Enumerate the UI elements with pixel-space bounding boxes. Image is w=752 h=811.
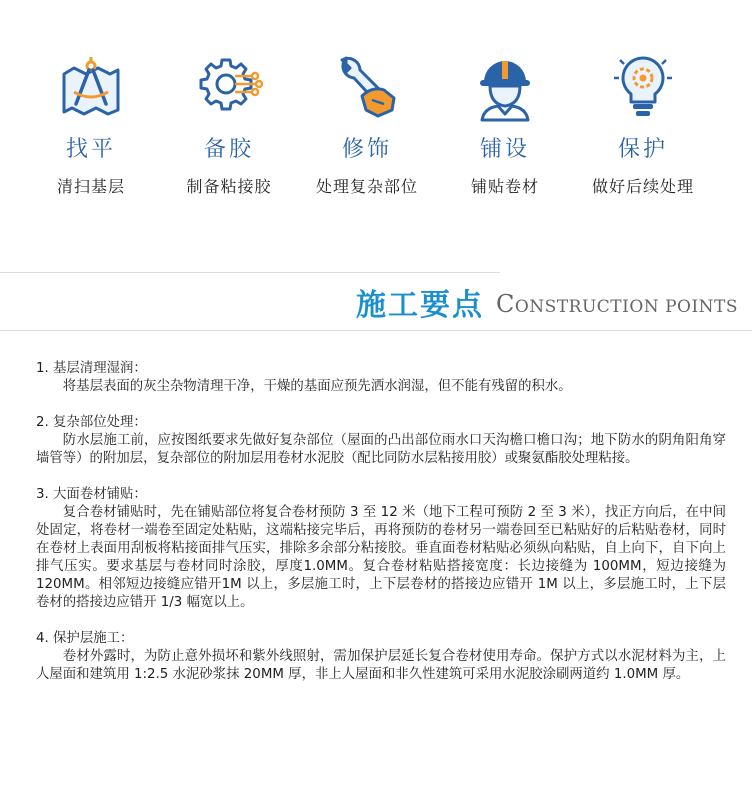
point-item [36, 486, 726, 612]
point-title: 1. 基层清理湿润： [36, 361, 147, 376]
point-item [36, 360, 726, 396]
section-divider-bottom [0, 330, 752, 331]
point-item [36, 630, 726, 684]
section-title-zh: 施工要点 [356, 287, 484, 323]
section-title-en [496, 283, 738, 328]
point-body: 防水层施工前，应按图纸要求先做好复杂部位（屋面的凸出部位雨水口天沟檐口檐口沟；地下防水的阴角阳角穿墙管等）的附加层，复杂部位的附加层用卷材水泥胶（配比同防水层粘接用胶）或聚氨酯胶处理粘接。 [36, 433, 726, 466]
wrench-hand-icon [332, 52, 402, 122]
process-steps [0, 0, 752, 230]
point-title: 2. 复杂部位处理： [36, 415, 147, 430]
step-title: 找平 [65, 137, 116, 162]
step-laying [435, 52, 575, 198]
drafting-compass-icon [56, 52, 126, 122]
step-desc: 做好后续处理 [591, 177, 694, 196]
step-title: 修饰 [341, 137, 392, 162]
point-title: 3. 大面卷材铺贴： [36, 487, 147, 502]
step-title: 备胶 [203, 137, 254, 162]
gear-circuit-icon [194, 52, 264, 122]
section-title-en-rest: ONSTRUCTION POINTS [514, 297, 739, 317]
point-body: 将基层表面的灰尘杂物清理干净，干燥的基面应预先洒水润湿，但不能有残留的积水。 [62, 379, 572, 394]
point-body: 卷材外露时，为防止意外损坏和紫外线照射，需加保护层延长复合卷材使用寿命。保护方式以水泥材料为主，上人屋面和建筑用 1:2.5 水泥砂浆抹 20MM 厚，非上人屋面和非久性建筑可采用水泥胶涂刷两道约 1.0MM 厚。 [36, 649, 726, 682]
construction-points-list [36, 360, 726, 702]
point-title: 4. 保护层施工： [36, 631, 134, 646]
section-title-en-initial: C [496, 290, 515, 318]
step-desc: 制备粘接胶 [186, 177, 272, 196]
step-desc: 处理复杂部位 [315, 177, 418, 196]
step-glue [159, 52, 299, 198]
hard-hat-worker-icon [470, 52, 540, 122]
point-body: 复合卷材铺贴时，先在铺贴部位将复合卷材预防 3 至 12 米（地下工程可预防 2 至 3 米），找正方向后，在中间处固定，将卷材一端卷至固定处粘贴，这端粘接完毕后，再将预防的卷材另一端卷回至已粘贴好的后粘贴卷材，同时在卷材上表面用刮板将粘接面排气压实，排除多余部分粘接胶。垂直面卷材粘贴必须纵向粘贴，自上向下，自下向上排气压实。要求基层与卷材同时涂胶，厚度1.0MM。复合卷材粘贴搭接宽度：长边接缝为 100MM，短边接缝为 120MM。相邻短边接缝应错开1M 以上，多层施工时，上下层卷材的搭接边应错开 1M 以上，多层施工时，上下层卷材的搭接边应错开 1/3 幅宽以上。 [36, 505, 726, 610]
step-title: 铺设 [479, 137, 530, 162]
step-protection [573, 52, 713, 198]
step-leveling [21, 52, 161, 198]
section-divider-top [0, 272, 500, 273]
step-desc: 铺贴卷材 [470, 177, 539, 196]
point-item [36, 414, 726, 468]
step-desc: 清扫基层 [56, 177, 125, 196]
step-finishing [297, 52, 437, 198]
step-title: 保护 [617, 137, 668, 162]
lightbulb-gear-icon [608, 52, 678, 122]
section-heading [356, 283, 738, 325]
